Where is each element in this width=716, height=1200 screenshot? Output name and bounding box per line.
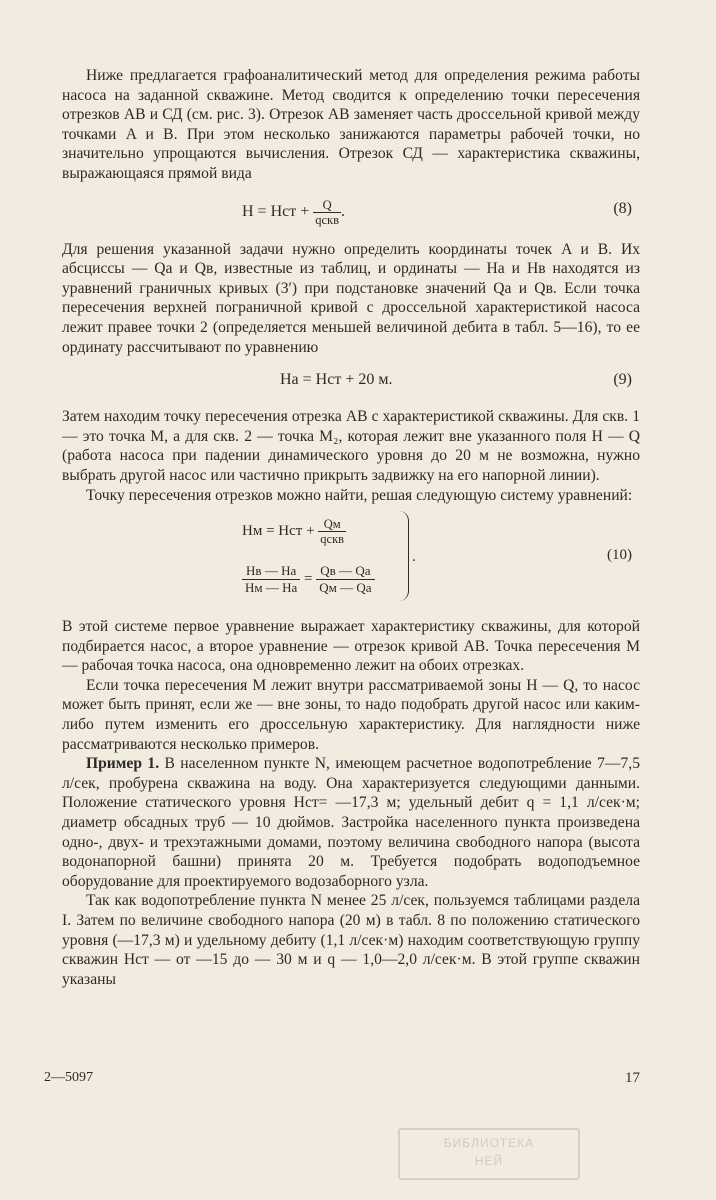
paragraph-intro: Ниже предлагается графоаналитический метод для определения режима работы насоса на заданной скважине. Метод сводится к определению точки пересечения отрезков AB и СД (см. рис. 3). Отрезок AB заменяет часть дроссельной кривой между точками A и B. При этом несколько занижаются параметры рабочей точки, но значительно упрощаются вычисления. Отрезок СД — характеристика скважины, выражающаяся прямой вида: [62, 67, 640, 182]
printer-signature: 2—5097: [44, 1070, 93, 1085]
formula-8-number: (8): [613, 199, 632, 217]
text-column: [62, 66, 640, 989]
formula-8-fraction: $\frac{Q}{\text{qскв}}$: [315, 197, 340, 227]
formula-9-expression: Hа = Hст + 20 м.: [280, 371, 393, 389]
formula-10-line-2: Hв — Hа Hм — Hа = Qв — Qа Qм — Qа: [242, 563, 375, 596]
formula-8-expression: H = Hст + $\frac{Q}{\text{qскв}}$ .: [242, 197, 346, 227]
formula-10-number: (10): [607, 547, 632, 564]
formula-10-fraction-1: $\frac{Qм}{\text{qскв}}$: [320, 517, 345, 547]
formula-10-line-1: Hм = Hст + $\frac{Qм}{\text{qскв}}$: [242, 517, 345, 547]
paragraph-coordinates: Для решения указанной задачи нужно определить координаты точек A и B. Их абсциссы — Qа и Qв, известные из таблиц, и ординаты — Hа и Hв находятся из уравнений граничных кривых (3′) при подстановке значений Qа и Qв. Если точка пересечения верхней пограничной кривой с дроссельной характеристикой насоса лежит правее точки 2 (определяется меньшей величиной дебита в табл. 5—16), то ее ординату рассчитывают по уравнению: [62, 240, 640, 356]
example-1-label: Пример 1.: [86, 755, 160, 773]
library-stamp: БИБЛИОТЕКА НЕЙ: [398, 1128, 580, 1180]
paragraph-example-1: Пример 1. В населенном пункте N, имеющем расчетное водопотребление 7—7,5 л/сек, пробурена скважина на воду. Она характеризуется следующими данными. Положение статического уровня Hст= —17,3 м; удельный дебит q = 1,1 л/сек·м; диаметр обсадных труб — 10 дюймов. Застройка населенного пункта произведена одно-, двух- и трехэтажными домами, поэтому величина свободного напора (высота водонапорной башни) принята 20 м. Требуется подобрать водоподъемное оборудование для проектируемого водозаборного узла.: [62, 755, 640, 890]
paragraph-tables: Так как водопотребление пункта N менее 25 л/сек, пользуемся таблицами раздела I. Затем по величине свободного напора (20 м) в табл. 8 по положению статического уровня (—17,3 м) и удельному дебиту (1,1 л/сек·м) находим соответствующую группу скважин Hст — от —15 до — 30 м и q — 1,0—2,0 л/сек·м. В этой группе скважин указаны: [62, 892, 640, 988]
formula-10-brace: [398, 511, 409, 601]
formula-10-fraction-h: Hв — Hа Hм — Hа: [242, 563, 300, 596]
formula-10-system: Hм = Hст + $\frac{Qм}{\text{qскв}}$ Hв — Hа Hм — Hа = Qв — Qа Qм — Qа . (10): [62, 511, 640, 609]
paragraph-zone: Если точка пересечения M лежит внутри рассматриваемой зоны H — Q, то насос может быть принят, если же — вне зоны, то надо подобрать другой насос или каким-либо путем изменить его дроссельную характеристику. Для наглядности ниже рассматриваются несколько примеров.: [62, 676, 640, 753]
formula-9: [62, 363, 640, 401]
paragraph-intersection: Затем находим точку пересечения отрезка AB с характеристикой скважины. Для скв. 1 — это точка M, а для скв. 2 — точка M₂, которая лежит вне указанного поля H — Q (работа насоса при падении динамического уровня до 20 м не возможна, нужно выбрать другой насос или частично прикрыть задвижку на его напорной линии).: [62, 408, 640, 484]
page-number: 17: [625, 1070, 640, 1086]
formula-10-fraction-q: Qв — Qа Qм — Qа: [316, 563, 374, 596]
paragraph-system-explanation: В этой системе первое уравнение выражает характеристику скважины, для которой подбирается насос, а второе уравнение — отрезок кривой AB. Точка пересечения M — рабочая точка насоса, она одновременно лежит на обоих отрезках.: [62, 618, 640, 675]
paragraph-system-intro: Точку пересечения отрезков можно найти, решая следующую систему уравнений:: [86, 486, 633, 504]
formula-8: [62, 190, 640, 234]
formula-9-number: (9): [613, 371, 632, 389]
